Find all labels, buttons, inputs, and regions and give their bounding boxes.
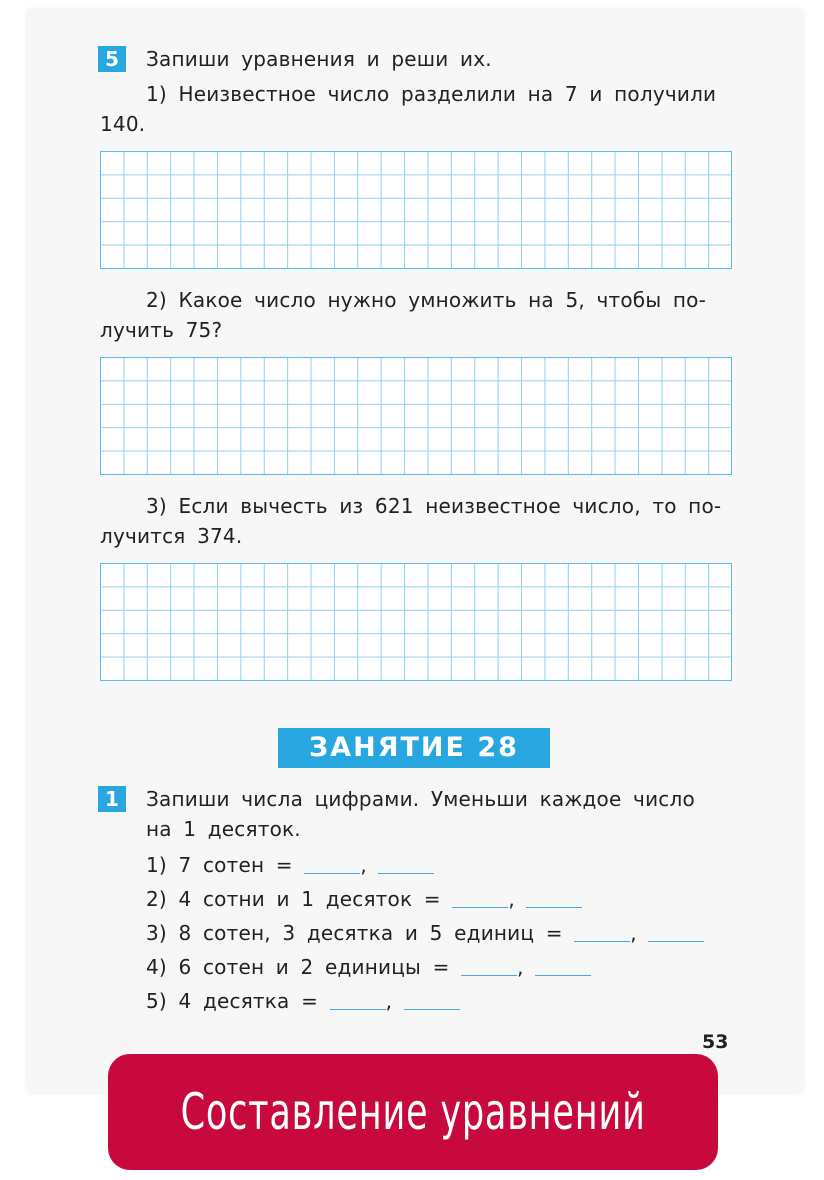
answer-blank[interactable] bbox=[535, 955, 591, 976]
task-1-item-text: 3) 8 сотен, 3 десятка и 5 единиц = bbox=[146, 921, 563, 945]
topic-banner bbox=[108, 1054, 718, 1170]
task-5-item3-line2: лучится 374. bbox=[100, 524, 243, 548]
task-1-item: 2) 4 сотни и 1 десяток = , bbox=[146, 885, 582, 914]
task-1-item-text: 5) 4 десятка = bbox=[146, 989, 319, 1013]
task-1-item-text: 2) 4 сотни и 1 десяток = bbox=[146, 887, 441, 911]
task-5-item2-line1: 2) Какое число нужно умножить на 5, чтобы по- bbox=[146, 288, 706, 312]
lesson-title: ЗАНЯТИЕ 28 bbox=[278, 728, 550, 768]
task-5-item2-line2: лучить 75? bbox=[100, 318, 223, 342]
task-5-badge: 5 bbox=[98, 46, 126, 72]
answer-blank[interactable] bbox=[452, 887, 508, 908]
answer-grid-1[interactable] bbox=[100, 151, 732, 269]
task-1-instruction-line2: на 1 десяток. bbox=[146, 817, 301, 841]
answer-blank[interactable] bbox=[378, 853, 434, 874]
answer-grid-3[interactable] bbox=[100, 563, 732, 681]
task-5-instruction: Запиши уравнения и реши их. bbox=[146, 47, 492, 71]
task-5-item3-line1: 3) Если вычесть из 621 неизвестное число, то по- bbox=[146, 494, 722, 518]
task-1-badge: 1 bbox=[98, 786, 126, 812]
task-1-item-text: 4) 6 сотен и 2 единицы = bbox=[146, 955, 450, 979]
page-number: 53 bbox=[702, 1031, 729, 1053]
answer-blank[interactable] bbox=[574, 921, 630, 942]
task-1-instruction-line1: Запиши числа цифрами. Уменьши каждое число bbox=[146, 787, 695, 811]
answer-blank[interactable] bbox=[330, 989, 386, 1010]
topic-banner-text: Составление уравнений bbox=[180, 1083, 646, 1141]
task-1-item: 3) 8 сотен, 3 десятка и 5 единиц = , bbox=[146, 919, 704, 948]
task-1-item: 1) 7 сотен = , bbox=[146, 851, 434, 880]
answer-blank[interactable] bbox=[648, 921, 704, 942]
answer-blank[interactable] bbox=[461, 955, 517, 976]
task-5-item1-line1: 1) Неизвестное число разделили на 7 и получили bbox=[146, 82, 717, 106]
answer-grid-2[interactable] bbox=[100, 357, 732, 475]
task-5-item1-line2: 140. bbox=[100, 112, 146, 136]
answer-blank[interactable] bbox=[526, 887, 582, 908]
answer-blank[interactable] bbox=[304, 853, 360, 874]
task-1-item: 4) 6 сотен и 2 единицы = , bbox=[146, 953, 591, 982]
task-1-item: 5) 4 десятка = , bbox=[146, 987, 460, 1016]
answer-blank[interactable] bbox=[404, 989, 460, 1010]
task-1-item-text: 1) 7 сотен = bbox=[146, 853, 293, 877]
